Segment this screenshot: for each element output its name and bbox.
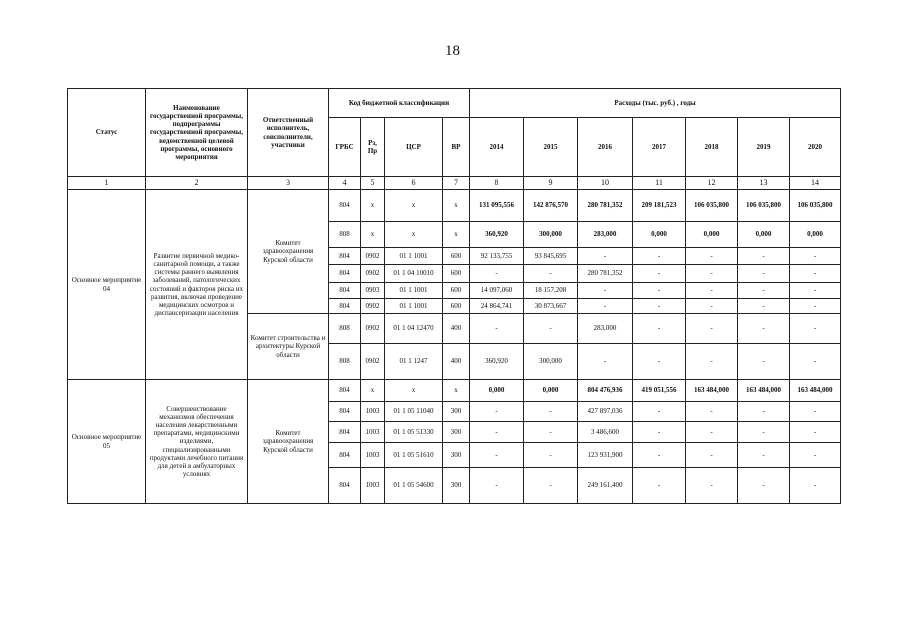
code-csr-cell: 01 1 05 51330 (385, 422, 443, 443)
code-grbs-cell: 808 (329, 344, 361, 380)
amount-cell: 14 097,060 (470, 283, 524, 299)
amount-cell: - (633, 402, 686, 422)
amount-cell: - (790, 283, 841, 299)
amount-cell: - (578, 299, 633, 314)
amount-cell: 106 035,800 (790, 190, 841, 222)
amount-cell: - (790, 402, 841, 422)
amount-cell: - (738, 265, 790, 283)
amount-cell: - (633, 299, 686, 314)
amount-cell: - (470, 422, 524, 443)
amount-cell: 280 781,352 (578, 265, 633, 283)
amount-cell: - (686, 283, 738, 299)
column-number: 2 (146, 177, 248, 190)
amount-cell: 0,000 (633, 222, 686, 248)
code-csr-cell: 01 1 1001 (385, 248, 443, 265)
header-year: 2018 (686, 118, 738, 177)
code-rzpr-cell: х (361, 190, 385, 222)
column-number: 7 (443, 177, 470, 190)
amount-cell: - (738, 402, 790, 422)
code-grbs-cell: 804 (329, 248, 361, 265)
amount-cell: - (686, 402, 738, 422)
amount-cell: 249 161,400 (578, 468, 633, 504)
amount-cell: 0,000 (738, 222, 790, 248)
amount-cell: 142 876,570 (524, 190, 578, 222)
code-csr-cell: 01 1 1247 (385, 344, 443, 380)
code-vr-cell: х (443, 380, 470, 402)
executor-cell: Комитет здравоохранения Курской области (248, 380, 329, 504)
code-rzpr-cell: х (361, 222, 385, 248)
amount-cell: 163 484,000 (686, 380, 738, 402)
code-grbs-cell: 808 (329, 222, 361, 248)
code-vr-cell: х (443, 222, 470, 248)
code-csr-cell: х (385, 190, 443, 222)
code-csr-cell: 01 1 1001 (385, 283, 443, 299)
amount-cell: - (790, 443, 841, 468)
header-status: Статус (68, 89, 146, 177)
amount-cell: 0,000 (524, 380, 578, 402)
amount-cell: 300,000 (524, 222, 578, 248)
code-vr-cell: 400 (443, 314, 470, 344)
amount-cell: - (470, 468, 524, 504)
amount-cell: 427 897,036 (578, 402, 633, 422)
amount-cell: - (470, 402, 524, 422)
table-row (68, 190, 841, 222)
amount-cell: 18 157,208 (524, 283, 578, 299)
header-year: 2020 (790, 118, 841, 177)
amount-cell: 0,000 (470, 380, 524, 402)
code-csr-cell: 01 1 05 11040 (385, 402, 443, 422)
code-vr-cell: 600 (443, 265, 470, 283)
amount-cell: - (633, 344, 686, 380)
header-csr: ЦСР (385, 118, 443, 177)
status-cell: Основное мероприятие 04 (68, 190, 146, 380)
amount-cell: - (738, 314, 790, 344)
code-grbs-cell: 804 (329, 265, 361, 283)
amount-cell: - (633, 443, 686, 468)
code-csr-cell: 01 1 04 10010 (385, 265, 443, 283)
amount-cell: - (524, 402, 578, 422)
amount-cell: - (686, 344, 738, 380)
amount-cell: 3 486,600 (578, 422, 633, 443)
amount-cell: - (524, 422, 578, 443)
amount-cell: 419 051,556 (633, 380, 686, 402)
column-number: 6 (385, 177, 443, 190)
column-number: 1 (68, 177, 146, 190)
column-number: 9 (524, 177, 578, 190)
code-csr-cell: 01 1 1001 (385, 299, 443, 314)
table-row (68, 380, 841, 402)
amount-cell: - (686, 299, 738, 314)
executor-cell: Комитет здравоохранения Курской области (248, 190, 329, 314)
header-vr: ВР (443, 118, 470, 177)
column-number: 14 (790, 177, 841, 190)
amount-cell: - (686, 422, 738, 443)
page-number: 18 (445, 43, 460, 59)
amount-cell: 106 035,800 (738, 190, 790, 222)
amount-cell: 163 484,000 (738, 380, 790, 402)
amount-cell: 283,000 (578, 314, 633, 344)
amount-cell: 93 845,695 (524, 248, 578, 265)
amount-cell: - (738, 299, 790, 314)
amount-cell: - (524, 468, 578, 504)
column-number: 8 (470, 177, 524, 190)
header-executor: Ответственный исполнитель, соисполнители, участники (248, 89, 329, 177)
column-number: 5 (361, 177, 385, 190)
amount-cell: - (578, 248, 633, 265)
code-vr-cell: 300 (443, 402, 470, 422)
amount-cell: - (738, 283, 790, 299)
header-year: 2015 (524, 118, 578, 177)
header-year: 2017 (633, 118, 686, 177)
amount-cell: 283,000 (578, 222, 633, 248)
header-expenses: Расходы (тыс. руб.) , годы (470, 89, 841, 118)
code-rzpr-cell: 0902 (361, 344, 385, 380)
code-csr-cell: 01 1 05 51610 (385, 443, 443, 468)
measure-name-cell: Совершенствование механизмов обеспечения населения лекарственными препаратами, медицинскими изделиями, специализированными продуктами лечебного питания для детей в амбулаторных условиях (146, 380, 248, 504)
amount-cell: 106 035,800 (686, 190, 738, 222)
amount-cell: - (524, 314, 578, 344)
amount-cell: 280 781,352 (578, 190, 633, 222)
column-number: 4 (329, 177, 361, 190)
code-vr-cell: 300 (443, 468, 470, 504)
header-grbs: ГРБС (329, 118, 361, 177)
header-rzpr: Рз, Пр (361, 118, 385, 177)
column-number: 11 (633, 177, 686, 190)
code-grbs-cell: 804 (329, 283, 361, 299)
amount-cell: - (686, 468, 738, 504)
code-vr-cell: х (443, 190, 470, 222)
status-cell: Основное мероприятие 05 (68, 380, 146, 504)
code-rzpr-cell: 0903 (361, 283, 385, 299)
amount-cell: - (578, 344, 633, 380)
amount-cell: - (470, 443, 524, 468)
column-number: 10 (578, 177, 633, 190)
amount-cell: - (686, 314, 738, 344)
amount-cell: - (470, 265, 524, 283)
code-grbs-cell: 804 (329, 468, 361, 504)
amount-cell: - (790, 344, 841, 380)
executor-cell: Комитет строительства и архитектуры Курской области (248, 314, 329, 380)
measure-name-cell: Развитие первичной медико-санитарной помощи, а также системы раннего выявления заболеваний, патологических состояний и факторов риска их развития, включая проведение медицинских осмотров и диспансеризации населения (146, 190, 248, 380)
code-vr-cell: 600 (443, 299, 470, 314)
code-grbs-cell: 804 (329, 422, 361, 443)
code-rzpr-cell: 1003 (361, 422, 385, 443)
header-year: 2014 (470, 118, 524, 177)
amount-cell: - (686, 248, 738, 265)
amount-cell: - (790, 265, 841, 283)
code-rzpr-cell: 0902 (361, 265, 385, 283)
code-vr-cell: 600 (443, 283, 470, 299)
code-rzpr-cell: 0902 (361, 299, 385, 314)
amount-cell: 163 484,000 (790, 380, 841, 402)
amount-cell: - (524, 265, 578, 283)
code-rzpr-cell: 0902 (361, 314, 385, 344)
amount-cell: 0,000 (686, 222, 738, 248)
code-csr-cell: х (385, 380, 443, 402)
amount-cell: - (524, 443, 578, 468)
code-grbs-cell: 804 (329, 299, 361, 314)
code-vr-cell: 300 (443, 422, 470, 443)
amount-cell: - (633, 283, 686, 299)
column-number: 12 (686, 177, 738, 190)
header-year: 2019 (738, 118, 790, 177)
column-number: 3 (248, 177, 329, 190)
amount-cell: 360,920 (470, 222, 524, 248)
header-row-1 (68, 89, 841, 118)
column-number-row (68, 177, 841, 190)
amount-cell: - (790, 422, 841, 443)
code-grbs-cell: 804 (329, 380, 361, 402)
header-budget-code: Код бюджетной классификации (329, 89, 470, 118)
code-csr-cell: 01 1 04 12470 (385, 314, 443, 344)
amount-cell: - (633, 314, 686, 344)
code-csr-cell: 01 1 05 54600 (385, 468, 443, 504)
amount-cell: 300,000 (524, 344, 578, 380)
amount-cell: 360,920 (470, 344, 524, 380)
amount-cell: - (633, 265, 686, 283)
amount-cell: - (790, 299, 841, 314)
amount-cell: - (738, 468, 790, 504)
amount-cell: - (578, 283, 633, 299)
code-rzpr-cell: 0902 (361, 248, 385, 265)
amount-cell: 24 864,741 (470, 299, 524, 314)
amount-cell: - (738, 443, 790, 468)
amount-cell: - (686, 443, 738, 468)
code-rzpr-cell: х (361, 380, 385, 402)
code-grbs-cell: 804 (329, 190, 361, 222)
code-vr-cell: 600 (443, 248, 470, 265)
amount-cell: - (470, 314, 524, 344)
code-rzpr-cell: 1003 (361, 468, 385, 504)
header-year: 2016 (578, 118, 633, 177)
amount-cell: - (633, 422, 686, 443)
amount-cell: 0,000 (790, 222, 841, 248)
amount-cell: - (633, 248, 686, 265)
amount-cell: - (790, 468, 841, 504)
code-grbs-cell: 804 (329, 443, 361, 468)
amount-cell: - (633, 468, 686, 504)
amount-cell: 30 873,667 (524, 299, 578, 314)
code-rzpr-cell: 1003 (361, 402, 385, 422)
amount-cell: 131 095,556 (470, 190, 524, 222)
amount-cell: - (738, 248, 790, 265)
amount-cell: 123 931,900 (578, 443, 633, 468)
code-vr-cell: 400 (443, 344, 470, 380)
amount-cell: 209 181,523 (633, 190, 686, 222)
code-grbs-cell: 808 (329, 314, 361, 344)
amount-cell: - (686, 265, 738, 283)
amount-cell: - (790, 248, 841, 265)
amount-cell: - (790, 314, 841, 344)
amount-cell: - (738, 344, 790, 380)
amount-cell: 92 133,755 (470, 248, 524, 265)
column-number: 13 (738, 177, 790, 190)
amount-cell: 804 476,936 (578, 380, 633, 402)
code-rzpr-cell: 1003 (361, 443, 385, 468)
code-vr-cell: 300 (443, 443, 470, 468)
code-grbs-cell: 804 (329, 402, 361, 422)
budget-table (67, 88, 841, 504)
amount-cell: - (738, 422, 790, 443)
header-name: Наименование государственной программы, подпрограммы государственной программы, ведомственной целевой программы, основного мероприятия (146, 89, 248, 177)
code-csr-cell: х (385, 222, 443, 248)
